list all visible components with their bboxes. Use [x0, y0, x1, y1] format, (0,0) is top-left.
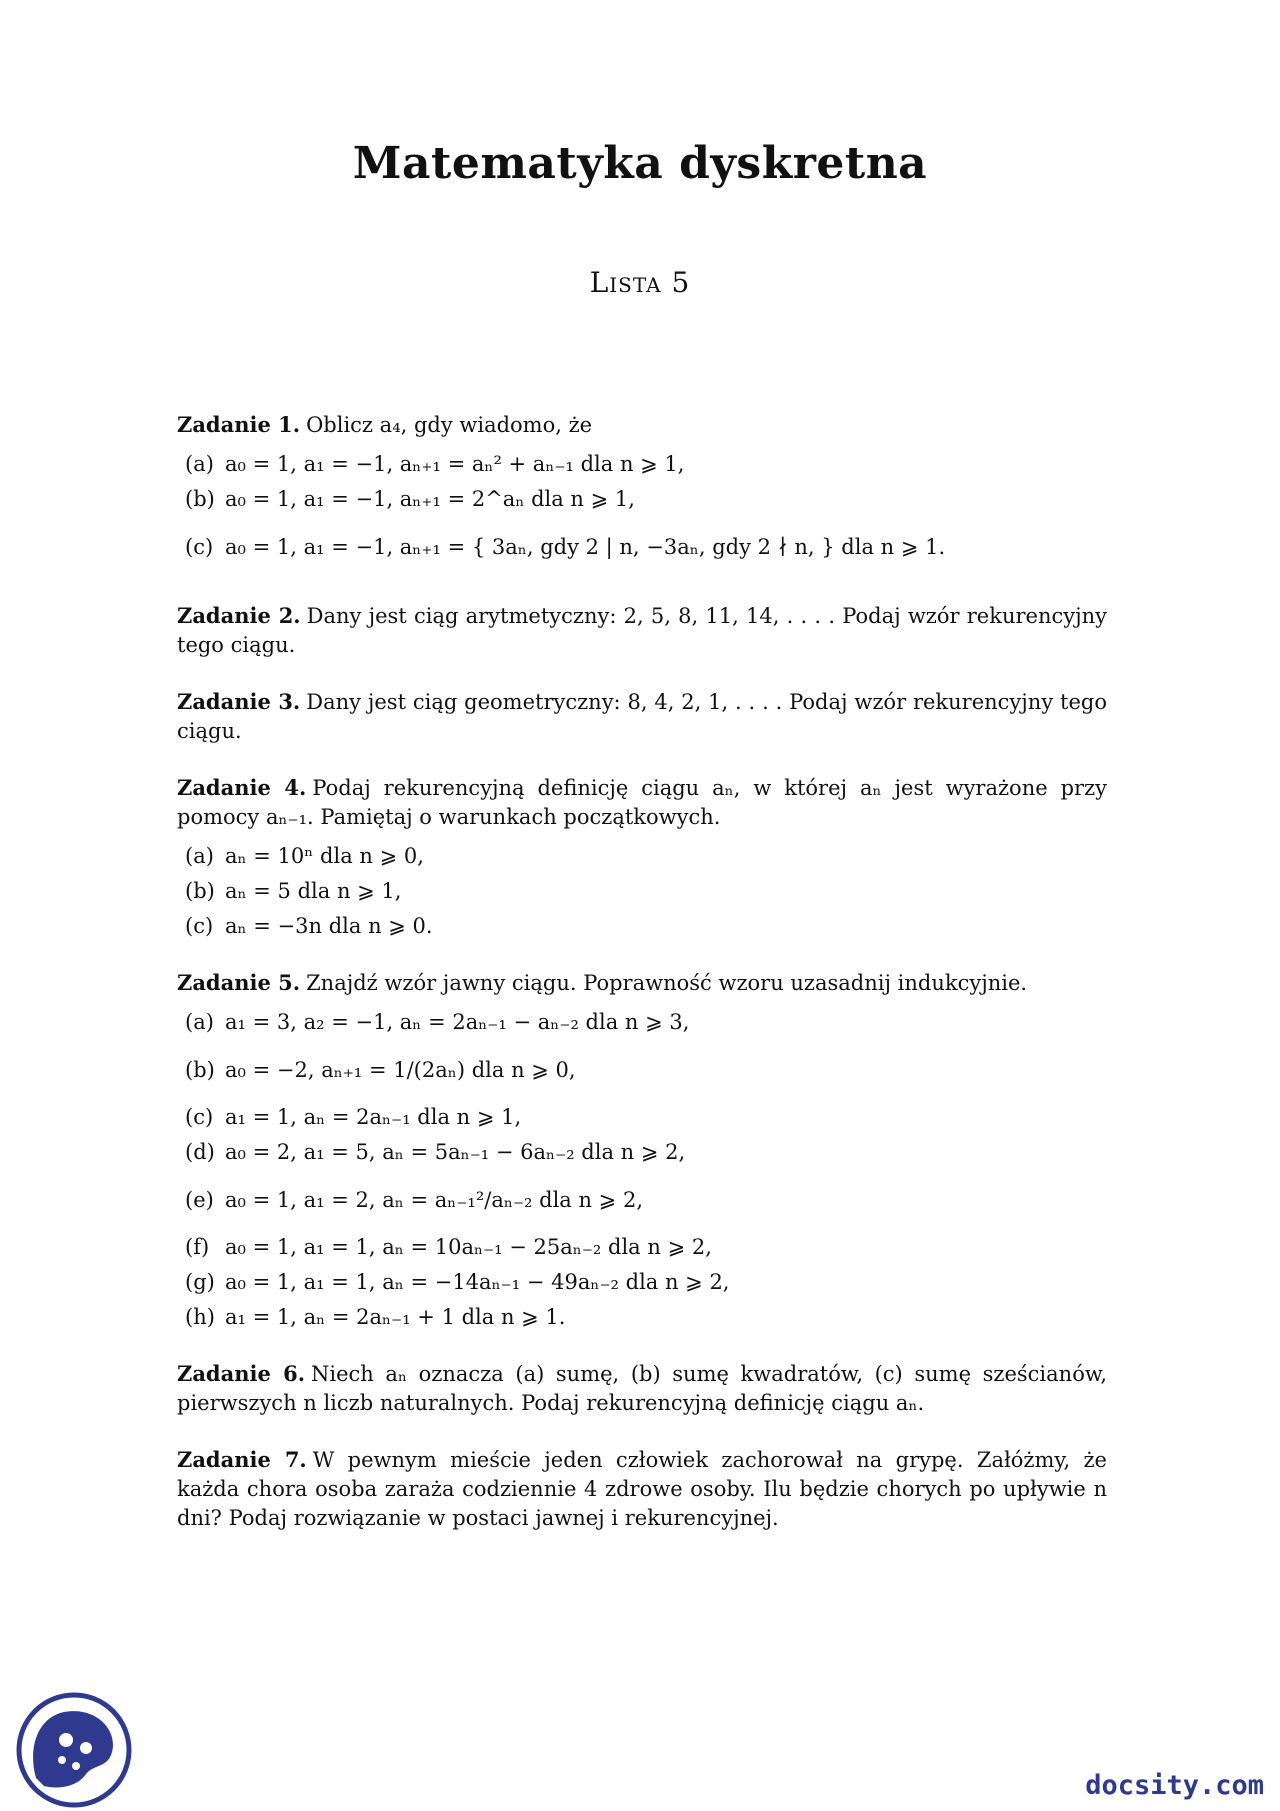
task-6-text: Niech aₙ oznacza (a) sumę, (b) sumę kwadratów, (c) sumę sześcianów, pierwszych n liczb naturalnych. Podaj rekurencyjną definicję ciągu aₙ.: [177, 1362, 1107, 1415]
task-4-item-a: [177, 842, 1107, 871]
item-formula: a₁ = 1, aₙ = 2aₙ₋₁ + 1 dla n ⩾ 1.: [225, 1305, 566, 1329]
task-4-text: Podaj rekurencyjną definicję ciągu aₙ, w której aₙ jest wyrażone przy pomocy aₙ₋₁. Pamiętaj o warunkach początkowych.: [177, 776, 1107, 829]
task-5: [177, 968, 1107, 1332]
task-3-statement: [177, 687, 1107, 746]
task-5-item-f: [177, 1233, 1107, 1262]
task-1-head: Zadanie 1.: [177, 412, 301, 437]
item-formula: a₀ = 1, a₁ = 2, aₙ = aₙ₋₁²/aₙ₋₂ dla n ⩾ 2,: [225, 1187, 643, 1212]
item-formula: a₀ = 1, a₁ = −1, aₙ₊₁ = 2^aₙ dla n ⩾ 1,: [225, 487, 635, 511]
task-6-head: Zadanie 6.: [177, 1361, 306, 1386]
task-1-item-a: [177, 450, 1107, 479]
task-5-item-h: [177, 1303, 1107, 1332]
item-label: (c): [185, 914, 214, 938]
task-5-item-e: [177, 1173, 1107, 1227]
item-formula: aₙ = 10ⁿ dla n ⩾ 0,: [225, 844, 424, 868]
item-formula: a₀ = 1, a₁ = 1, aₙ = 10aₙ₋₁ − 25aₙ₋₂ dla n ⩾ 2,: [225, 1235, 712, 1259]
task-5-item-d: [177, 1138, 1107, 1167]
task-5-text: Znajdź wzór jawny ciągu. Poprawność wzoru uzasadnij indukcyjnie.: [306, 971, 1028, 995]
task-5-item-c: [177, 1103, 1107, 1132]
task-4: [177, 773, 1107, 941]
task-7-statement: [177, 1445, 1107, 1533]
task-3-head: Zadanie 3.: [177, 689, 301, 714]
task-7: [177, 1445, 1107, 1533]
task-4-item-c: [177, 912, 1107, 941]
task-5-head: Zadanie 5.: [177, 970, 301, 995]
item-formula: a₁ = 1, aₙ = 2aₙ₋₁ dla n ⩾ 1,: [225, 1105, 522, 1129]
task-1-item-b: [177, 485, 1107, 514]
item-formula: a₀ = 1, a₁ = 1, aₙ = −14aₙ₋₁ − 49aₙ₋₂ dla n ⩾ 2,: [225, 1270, 730, 1294]
task-4-head: Zadanie 4.: [177, 775, 307, 800]
item-label: (f): [185, 1235, 210, 1259]
task-3-text: Dany jest ciąg geometryczny: 8, 4, 2, 1, . . . . Podaj wzór rekurencyjny tego ciągu.: [177, 690, 1107, 743]
item-label: (b): [185, 1057, 215, 1082]
task-1: [177, 410, 1107, 574]
task-5-statement: [177, 968, 1107, 998]
item-label: (c): [185, 534, 214, 559]
item-formula: aₙ = 5 dla n ⩾ 1,: [225, 879, 402, 903]
item-label: (g): [185, 1270, 215, 1294]
item-label: (b): [185, 487, 215, 511]
task-5-item-g: [177, 1268, 1107, 1297]
task-5-items: [177, 1008, 1107, 1332]
item-label: (a): [185, 1010, 214, 1034]
item-formula: a₀ = 1, a₁ = −1, aₙ₊₁ = aₙ² + aₙ₋₁ dla n ⩾ 1,: [225, 452, 685, 476]
task-4-items: [177, 842, 1107, 941]
item-label: (d): [185, 1140, 215, 1164]
task-2-head: Zadanie 2.: [177, 603, 301, 628]
task-7-head: Zadanie 7.: [177, 1447, 307, 1472]
item-label: (h): [185, 1305, 215, 1329]
item-label: (b): [185, 879, 215, 903]
list-title: Lista 5: [589, 266, 691, 299]
task-6-statement: [177, 1359, 1107, 1418]
page-title: Matematyka dyskretna: [352, 138, 928, 189]
task-2-text: Dany jest ciąg arytmetyczny: 2, 5, 8, 11, 14, . . . . Podaj wzór rekurencyjny tego ciągu.: [177, 604, 1108, 657]
docsity-brand-link[interactable]: docsity.com: [1085, 1770, 1264, 1801]
task-5-item-b: [177, 1043, 1107, 1097]
task-4-item-b: [177, 877, 1107, 906]
task-2-statement: [177, 601, 1107, 660]
item-formula: a₁ = 3, a₂ = −1, aₙ = 2aₙ₋₁ − aₙ₋₂ dla n ⩾ 3,: [225, 1010, 690, 1034]
task-6: [177, 1359, 1107, 1418]
task-5-item-a: [177, 1008, 1107, 1037]
item-formula: a₀ = 1, a₁ = −1, aₙ₊₁ = { 3aₙ, gdy 2 | n, −3aₙ, gdy 2 ∤ n, } dla n ⩾ 1.: [225, 534, 946, 559]
task-1-statement: [177, 410, 1107, 440]
docsity-logo-icon[interactable]: [14, 1690, 134, 1810]
item-label: (a): [185, 452, 214, 476]
task-7-text: W pewnym mieście jeden człowiek zachorował na grypę. Załóżmy, że każda chora osoba zaraża codziennie 4 zdrowe osoby. Ilu będzie chorych po upływie n dni? Podaj rozwiązanie w postaci jawnej i rekurencyjnej.: [177, 1448, 1107, 1530]
item-label: (e): [185, 1187, 214, 1212]
item-formula: aₙ = −3n dla n ⩾ 0.: [225, 914, 433, 938]
task-2: [177, 601, 1107, 660]
task-4-statement: [177, 773, 1107, 832]
item-label: (a): [185, 844, 214, 868]
task-1-text: Oblicz a₄, gdy wiadomo, że: [306, 413, 593, 437]
task-1-item-c: [177, 520, 1107, 574]
task-1-items: [177, 450, 1107, 574]
task-3: [177, 687, 1107, 746]
item-formula: a₀ = −2, aₙ₊₁ = 1/(2aₙ) dla n ⩾ 0,: [225, 1057, 576, 1082]
task-list: [177, 410, 1107, 1560]
item-label: (c): [185, 1105, 214, 1129]
item-formula: a₀ = 2, a₁ = 5, aₙ = 5aₙ₋₁ − 6aₙ₋₂ dla n ⩾ 2,: [225, 1140, 686, 1164]
